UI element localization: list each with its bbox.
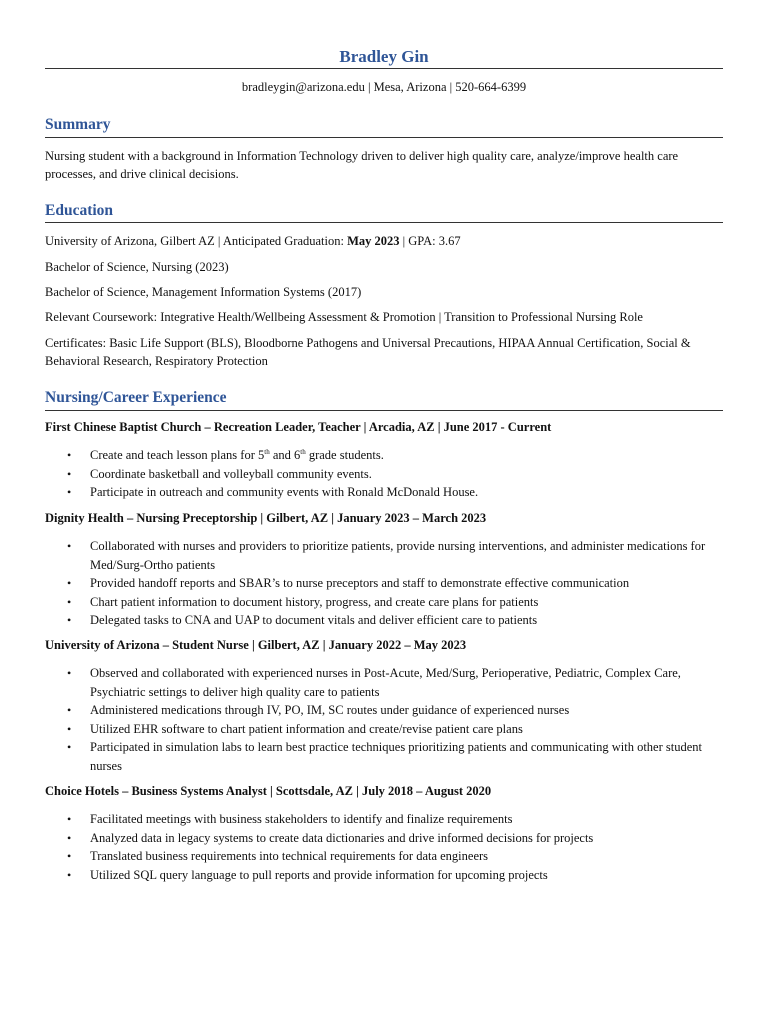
education-heading: Education [45, 202, 114, 219]
bullet-item: • Collaborated with nurses and providers to prioritize patients, provide nursing interventions, and administer medications for Med/Surg-Ortho patients [45, 537, 723, 574]
job-heading: Dignity Health – Nursing Preceptorship | Gilbert, AZ | January 2023 – March 2023 [45, 511, 487, 525]
bullet-item: • Coordinate basketball and volleyball community events. [45, 465, 723, 484]
bullet-item: • Create and teach lesson plans for 5th and 6th grade students. [45, 446, 723, 465]
job-bullet-list [45, 810, 723, 884]
job-bullet-list [45, 446, 723, 502]
job-heading: University of Arizona – Student Nurse | Gilbert, AZ | January 2022 – May 2023 [45, 638, 467, 652]
bullet-item: • Participated in simulation labs to learn best practice techniques prioritizing patients and communicating with other student nurses [45, 738, 723, 775]
contact-line: bradleygin@arizona.edu | Mesa, Arizona | 520-664-6399 [241, 80, 527, 94]
job-heading: Choice Hotels – Business Systems Analyst | Scottsdale, AZ | July 2018 – August 2020 [45, 784, 492, 798]
degree-nursing: Bachelor of Science, Nursing (2023) [45, 260, 229, 274]
relevant-coursework: Relevant Coursework: Integrative Health/Wellbeing Assessment & Promotion | Transition to Professional Nursing Role [45, 310, 643, 324]
graduation-date: May 2023 [347, 234, 400, 248]
bullet-item: • Delegated tasks to CNA and UAP to document vitals and deliver efficient care to patients [45, 611, 723, 630]
bullet-item: • Participate in outreach and community events with Ronald McDonald House. [45, 483, 723, 502]
bullet-item: • Translated business requirements into technical requirements for data engineers [45, 847, 723, 866]
bullet-item: • Chart patient information to document history, progress, and create care plans for patients [45, 593, 723, 612]
bullet-item: • Utilized SQL query language to pull reports and provide information for upcoming projects [45, 866, 723, 885]
degree-mis: Bachelor of Science, Management Information Systems (2017) [45, 285, 362, 299]
job-bullet-list [45, 664, 723, 775]
bullet-item: • Utilized EHR software to chart patient information and create/revise patient care plans [45, 720, 723, 739]
header-divider [45, 68, 723, 69]
school-text: University of Arizona, Gilbert AZ | Anticipated Graduation: [45, 234, 348, 248]
summary-text: Nursing student with a background in Information Technology driven to deliver high quality care, analyze/improve health care processes, and drive clinical decisions. [45, 149, 679, 181]
experience-divider [45, 410, 723, 411]
bullet-item: • Analyzed data in legacy systems to create data dictionaries and drive informed decisions for projects [45, 829, 723, 848]
education-school [45, 232, 723, 250]
summary-heading: Summary [45, 116, 111, 133]
summary-divider [45, 137, 723, 138]
experience-heading: Nursing/Career Experience [45, 389, 227, 406]
bullet-item: • Observed and collaborated with experienced nurses in Post-Acute, Med/Surg, Perioperative, Pediatric, Complex Care, Psychiatric settings to deliver high quality care to patients [45, 664, 723, 701]
job-heading: First Chinese Baptist Church – Recreation Leader, Teacher | Arcadia, AZ | June 2017 - Current [45, 420, 552, 434]
gpa-text: | GPA: 3.67 [399, 234, 461, 248]
education-divider [45, 222, 723, 223]
certificates: Certificates: Basic Life Support (BLS), Bloodborne Pathogens and Universal Precautions, HIPAA Annual Certification, Social & Behavioral Research, Respiratory Protection [45, 336, 691, 368]
candidate-name: Bradley Gin [339, 47, 429, 66]
job-bullet-list [45, 537, 723, 630]
bullet-item: • Facilitated meetings with business stakeholders to identify and finalize requirements [45, 810, 723, 829]
bullet-item: • Administered medications through IV, PO, IM, SC routes under guidance of experienced nurses [45, 701, 723, 720]
bullet-item: • Provided handoff reports and SBAR’s to nurse preceptors and staff to demonstrate effective communication [45, 574, 723, 593]
